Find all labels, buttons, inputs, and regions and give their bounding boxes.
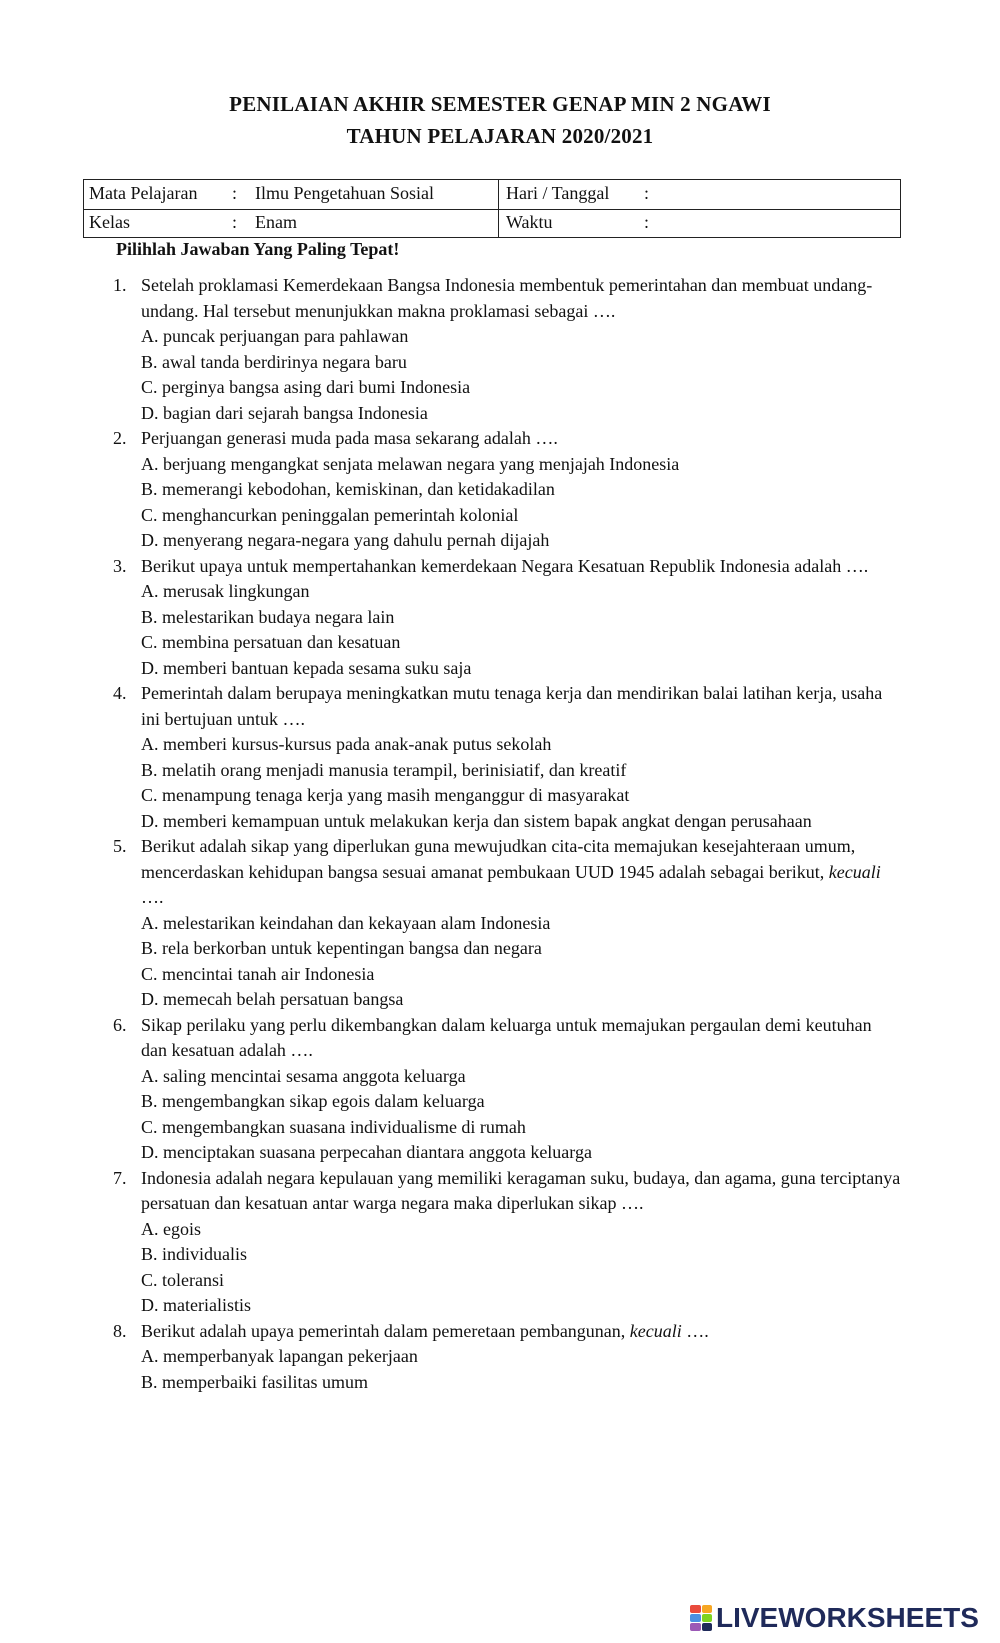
option-d: D. memberi kemampuan untuk melakukan kerja dan sistem bapak angkat dengan perusahaan bbox=[141, 810, 812, 831]
question-text: Indonesia adalah negara kepulauan yang memiliki keragaman suku, budaya, dan agama, guna terciptanya persatuan dan kesatuan antar warga negara maka diperlukan sikap …. bbox=[141, 1167, 901, 1213]
question-text-end: …. bbox=[141, 887, 164, 907]
option-d: D. materialistis bbox=[141, 1295, 251, 1315]
question-text-main: Berikut adalah sikap yang diperlukan guna mewujudkan cita-cita memajukan kesejahteraan umum, mencerdaskan kehidupan bangsa sesuai amanat pembukaan UUD 1945 adalah sebagai berikut, bbox=[141, 836, 856, 882]
question-4 bbox=[0, 681, 1000, 834]
option-c: C. mencintai tanah air Indonesia bbox=[141, 963, 375, 984]
option-c: C. membina persatuan dan kesatuan bbox=[141, 632, 401, 652]
question-number: 6. bbox=[113, 1014, 127, 1035]
page-title-line2: TAHUN PELAJARAN 2020/2021 bbox=[346, 124, 654, 148]
option-d: D. menyerang negara-negara yang dahulu pernah dijajah bbox=[141, 530, 550, 550]
option-a: A. memberi kursus-kursus pada anak-anak putus sekolah bbox=[141, 734, 552, 754]
mapel-colon: : bbox=[232, 183, 238, 203]
option-a: A. saling mencintai sesama anggota keluarga bbox=[141, 1065, 466, 1086]
option-b: B. memperbaiki fasilitas umum bbox=[141, 1371, 368, 1392]
hari-colon: : bbox=[644, 183, 650, 203]
waktu-colon: : bbox=[644, 212, 650, 232]
option-d: D. bagian dari sejarah bangsa Indonesia bbox=[141, 402, 428, 423]
mapel-value: Ilmu Pengetahuan Sosial bbox=[255, 183, 434, 203]
question-text-kecuali: kecuali bbox=[629, 1320, 682, 1341]
option-b: B. individualis bbox=[141, 1244, 248, 1264]
option-a: A. memperbanyak lapangan pekerjaan bbox=[141, 1346, 418, 1366]
liveworksheets-logo[interactable] bbox=[690, 1600, 979, 1636]
question-text bbox=[141, 834, 901, 911]
question-list bbox=[0, 273, 1000, 1395]
question-text: Setelah proklamasi Kemerdekaan Bangsa Indonesia membentuk pemerintahan dan membuat undang-undang. Hal tersebut menunjukkan makna proklamasi sebagai …. bbox=[141, 275, 873, 321]
question-2 bbox=[0, 426, 1000, 554]
question-3 bbox=[0, 554, 1000, 682]
page-title-line1: PENILAIAN AKHIR SEMESTER GENAP MIN 2 NGAWI bbox=[229, 92, 771, 116]
question-5 bbox=[0, 834, 1000, 1013]
option-c: C. menghancurkan peninggalan pemerintah kolonial bbox=[141, 504, 519, 525]
option-c: C. toleransi bbox=[141, 1269, 224, 1290]
option-b: B. melestarikan budaya negara lain bbox=[141, 606, 395, 627]
question-number: 8. bbox=[113, 1320, 127, 1341]
question-number: 7. bbox=[113, 1167, 127, 1188]
kelas-label: Kelas bbox=[89, 212, 130, 232]
option-a: A. egois bbox=[141, 1218, 201, 1239]
question-text: Berikut upaya untuk mempertahankan kemerdekaan Negara Kesatuan Republik Indonesia adalah …. bbox=[141, 555, 869, 576]
hari-label: Hari / Tanggal bbox=[506, 183, 610, 203]
option-b: B. rela berkorban untuk kepentingan bangsa dan negara bbox=[141, 938, 542, 958]
question-text-end: …. bbox=[681, 1320, 709, 1341]
question-8 bbox=[0, 1319, 1000, 1396]
question-text: Perjuangan generasi muda pada masa sekarang adalah …. bbox=[141, 428, 558, 448]
question-number: 1. bbox=[113, 275, 127, 295]
option-a: A. puncak perjuangan para pahlawan bbox=[141, 326, 409, 346]
logo-text: LIVEWORKSHEETS bbox=[716, 1602, 979, 1633]
question-number: 3. bbox=[113, 555, 127, 576]
question-7 bbox=[0, 1166, 1000, 1319]
option-b: B. awal tanda berdirinya negara baru bbox=[141, 351, 407, 372]
question-number: 2. bbox=[113, 428, 127, 448]
waktu-label: Waktu bbox=[506, 212, 553, 232]
kelas-value: Enam bbox=[255, 212, 297, 232]
table-divider-horizontal bbox=[84, 209, 900, 210]
question-text: Sikap perilaku yang perlu dikembangkan dalam keluarga untuk memajukan pergaulan demi keutuhan dan kesatuan adalah …. bbox=[141, 1014, 872, 1060]
question-1 bbox=[0, 273, 1000, 426]
question-text-main: Berikut adalah upaya pemerintah dalam pemeretaan pembangunan, bbox=[141, 1320, 630, 1341]
instruction: Pilihlah Jawaban Yang Paling Tepat! bbox=[116, 239, 400, 259]
option-c: C. perginya bangsa asing dari bumi Indonesia bbox=[141, 377, 471, 397]
option-a: A. melestarikan keindahan dan kekayaan alam Indonesia bbox=[141, 912, 551, 933]
info-table bbox=[83, 179, 901, 238]
option-c: C. menampung tenaga kerja yang masih menganggur di masyarakat bbox=[141, 785, 630, 805]
option-d: D. memberi bantuan kepada sesama suku saja bbox=[141, 657, 472, 678]
question-6 bbox=[0, 1013, 1000, 1166]
option-a: A. merusak lingkungan bbox=[141, 581, 310, 601]
question-number: 4. bbox=[113, 683, 127, 703]
question-number: 5. bbox=[113, 836, 127, 856]
option-d: D. memecah belah persatuan bangsa bbox=[141, 989, 404, 1009]
kelas-colon: : bbox=[232, 212, 238, 232]
option-d: D. menciptakan suasana perpecahan diantara anggota keluarga bbox=[141, 1142, 592, 1162]
option-b: B. memerangi kebodohan, kemiskinan, dan ketidakadilan bbox=[141, 479, 555, 499]
question-text-kecuali: kecuali bbox=[828, 861, 881, 882]
liveworksheets-logo-icon bbox=[690, 1605, 712, 1631]
option-c: C. mengembangkan suasana individualisme di rumah bbox=[141, 1116, 526, 1137]
option-a: A. berjuang mengangkat senjata melawan negara yang menjajah Indonesia bbox=[141, 453, 680, 474]
question-text bbox=[141, 1319, 901, 1345]
option-b: B. mengembangkan sikap egois dalam keluarga bbox=[141, 1091, 485, 1111]
option-b: B. melatih orang menjadi manusia terampil, berinisiatif, dan kreatif bbox=[141, 759, 627, 780]
question-text: Pemerintah dalam berupaya meningkatkan mutu tenaga kerja dan mendirikan balai latihan kerja, usaha ini bertujuan untuk …. bbox=[141, 683, 883, 729]
mapel-label: Mata Pelajaran bbox=[89, 183, 198, 203]
